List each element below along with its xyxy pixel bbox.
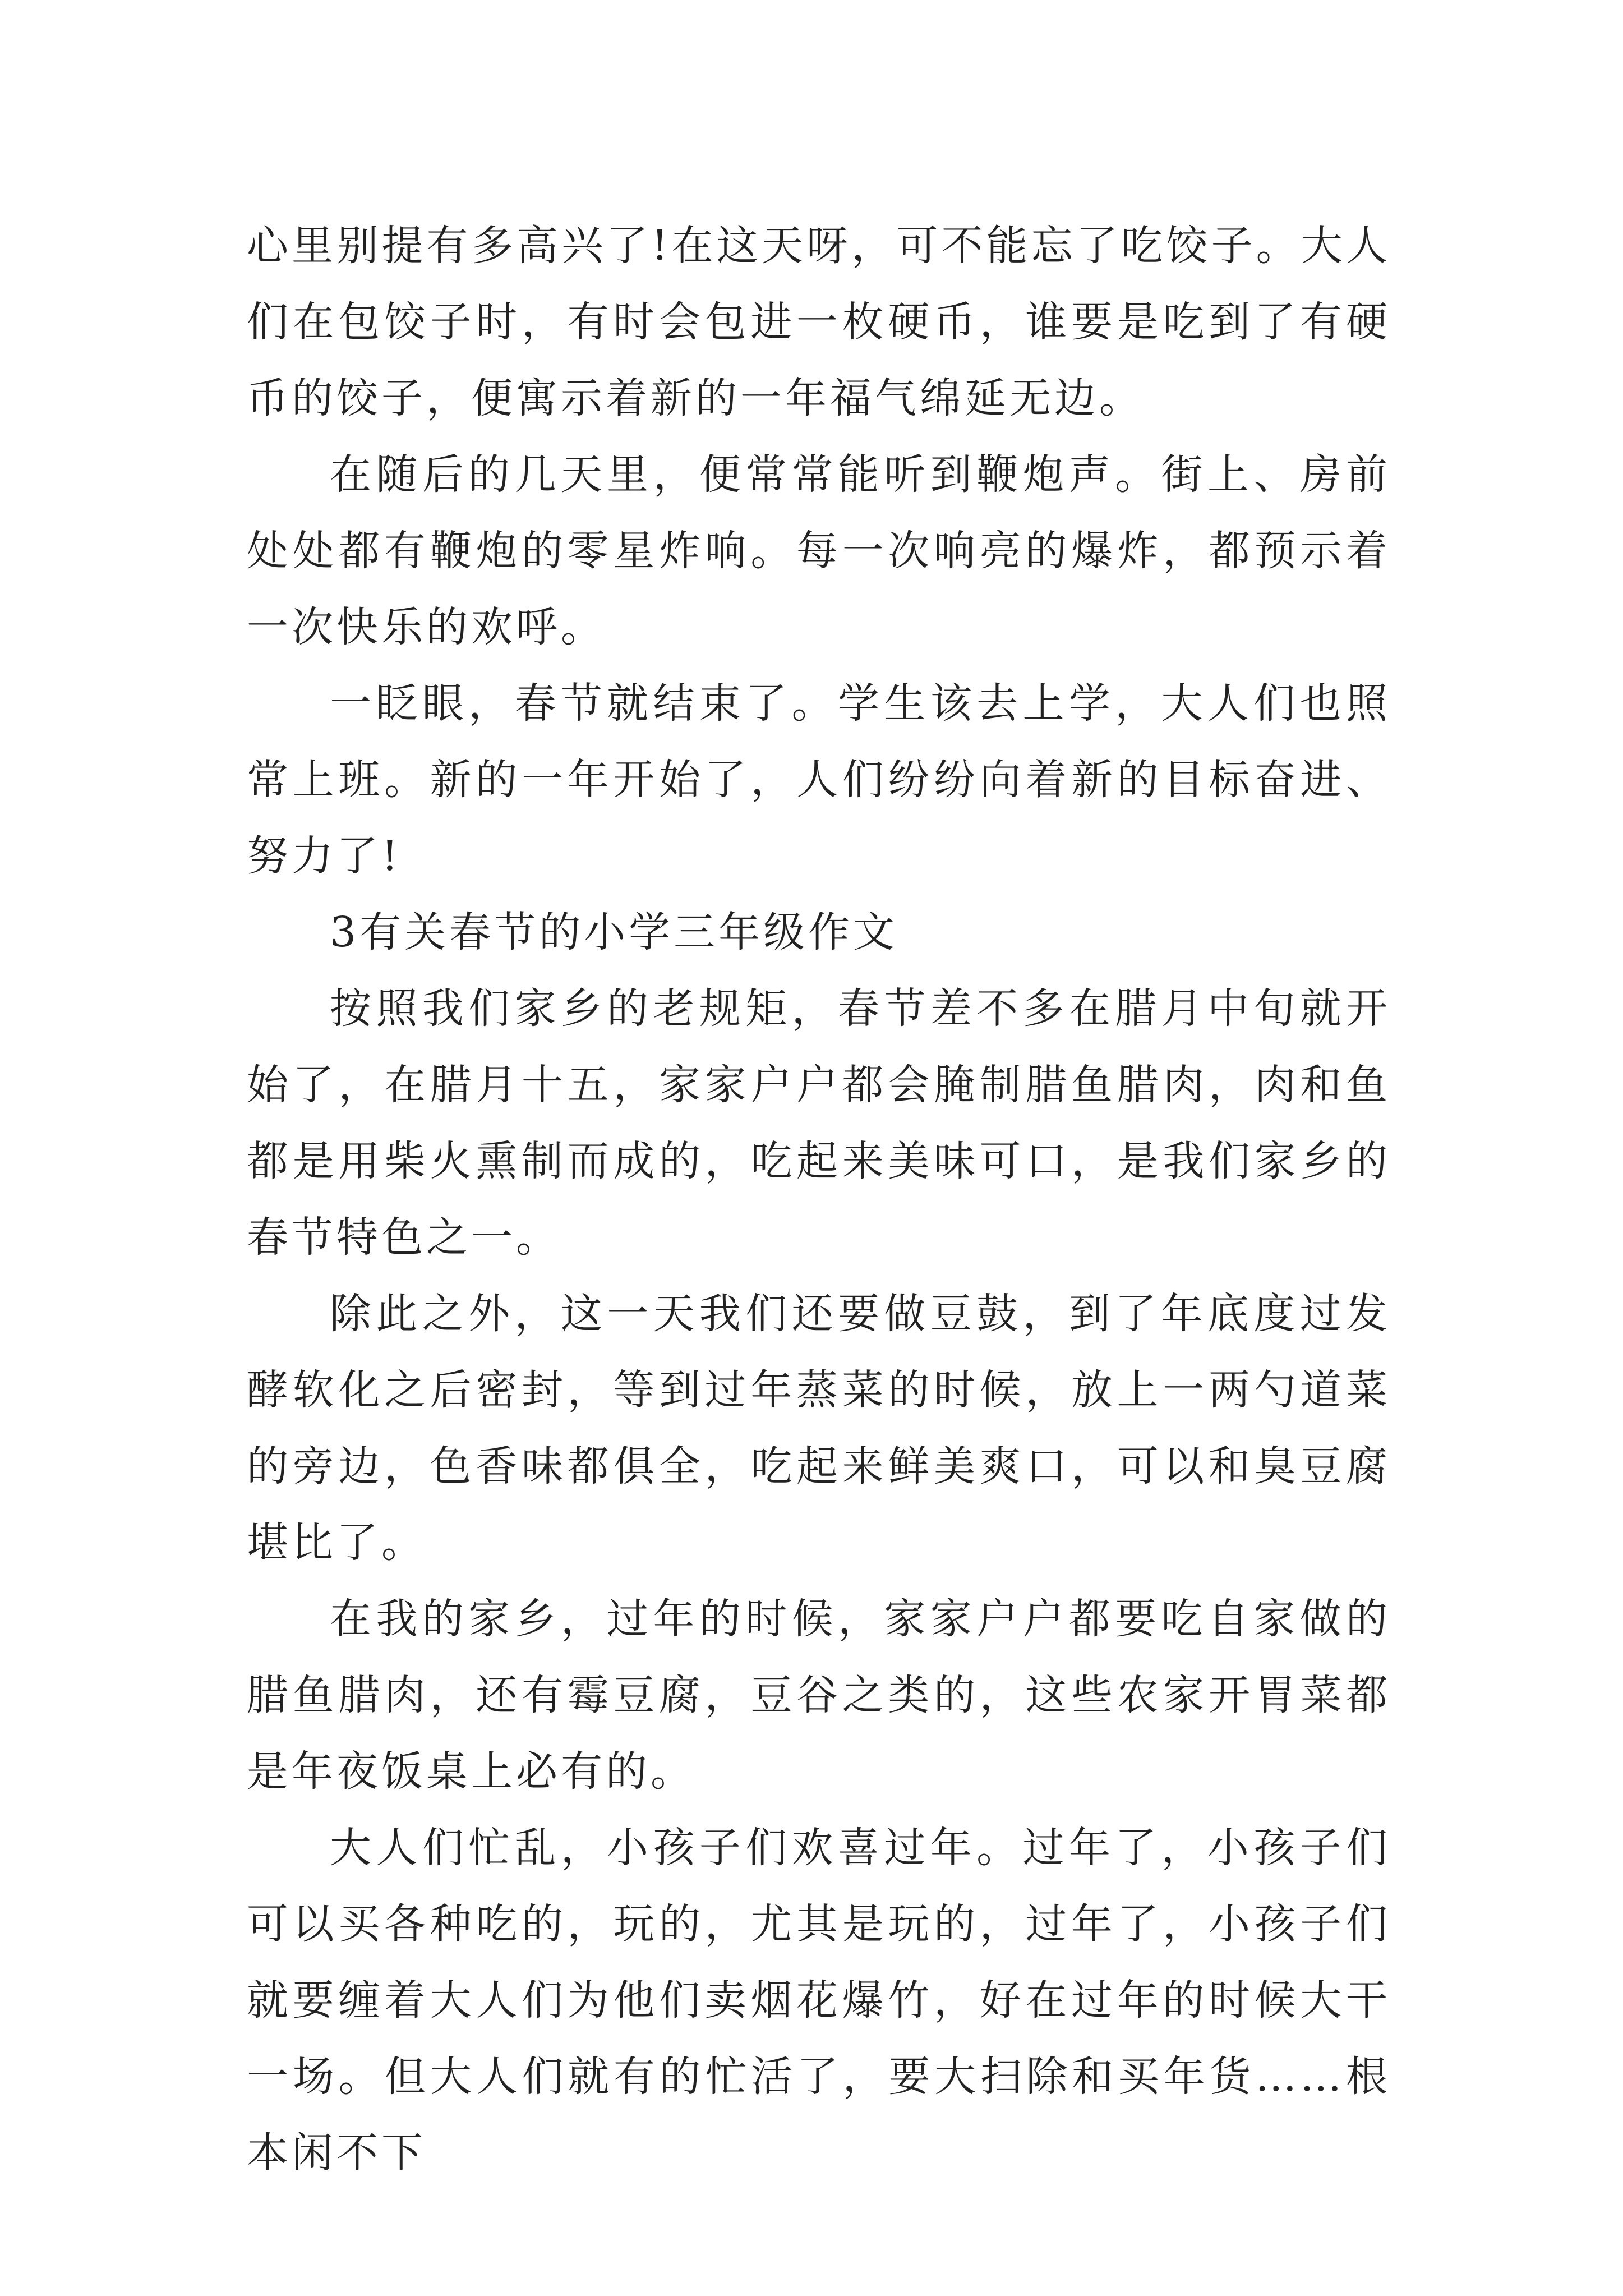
essay-body	[247, 208, 1391, 2191]
paragraph-fermented-beans: 除此之外，这一天我们还要做豆鼓，到了年底度过发酵软化之后密封，等到过年蒸菜的时候，放上一两勺道菜的旁边，色香味都俱全，吃起来鲜美爽口，可以和臭豆腐堪比了。	[247, 1290, 1391, 1567]
paragraph-festival-end: 一眨眼，春节就结束了。学生该去上学，大人们也照常上班。新的一年开始了，人们纷纷向着新的目标奋进、努力了!	[247, 679, 1391, 880]
paragraph-continuation: 心里别提有多高兴了!在这天呀，可不能忘了吃饺子。大人们在包饺子时，有时会包进一枚硬币，谁要是吃到了有硬币的饺子，便寓示着新的一年福气绵延无边。	[247, 222, 1391, 422]
paragraph-firecrackers: 在随后的几天里，便常常能听到鞭炮声。街上、房前处处都有鞭炮的零星炸响。每一次响亮的爆炸，都预示着一次快乐的欢呼。	[247, 450, 1391, 651]
paragraph-new-year-dishes: 在我的家乡，过年的时候，家家户户都要吃自家做的腊鱼腊肉，还有霉豆腐，豆谷之类的，这些农家开胃菜都是年夜饭桌上必有的。	[247, 1595, 1391, 1796]
paragraph-cured-meat: 按照我们家乡的老规矩，春节差不多在腊月中旬就开始了，在腊月十五，家家户户都会腌制腊鱼腊肉，肉和鱼都是用柴火熏制而成的，吃起来美味可口，是我们家乡的春节特色之一。	[247, 984, 1391, 1262]
paragraph-children-celebrate: 大人们忙乱，小孩子们欢喜过年。过年了，小孩子们可以买各种吃的，玩的，尤其是玩的，过年了，小孩子们就要缠着大人们为他们卖烟花爆竹，好在过年的时候大干一场。但大人们就有的忙活了，要大扫除和买年货……根本闲不下	[247, 1824, 1391, 2177]
essay-heading: 3有关春节的小学三年级作文	[330, 908, 898, 956]
